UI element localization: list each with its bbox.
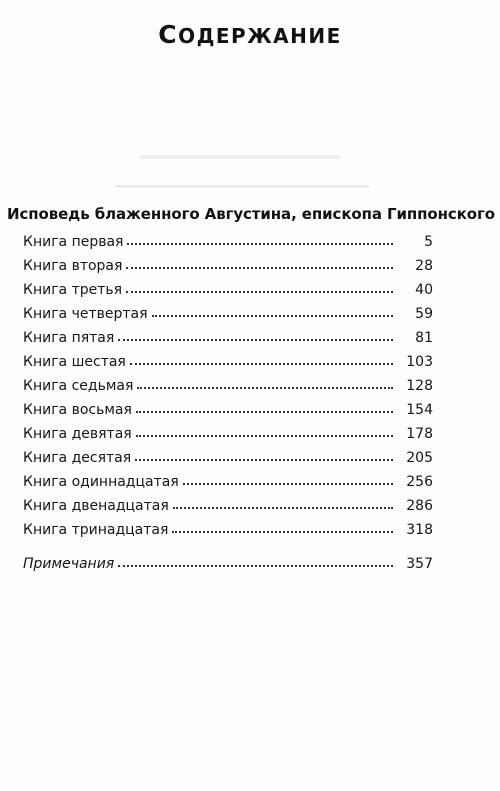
toc-entry[interactable] [23,348,433,370]
toc-entry[interactable] [23,252,433,274]
toc-entry[interactable] [23,492,433,514]
toc-entry-label: Книга одиннадцатая [23,474,179,490]
dot-leader [183,483,393,485]
dot-leader [137,387,393,389]
faint-show-through-line [140,155,340,159]
toc-entry-page: 178 [406,426,433,442]
toc-entry-page: 128 [406,378,433,394]
toc-entry[interactable] [23,300,433,322]
dot-leader [126,267,393,269]
toc-entry[interactable] [23,444,433,466]
dot-leader [173,507,393,509]
dot-leader [118,339,393,341]
toc-entry-page: 5 [424,234,433,250]
dot-leader [126,291,393,293]
section-heading: Исповедь блаженного Августина, епископа Гиппонского [7,205,495,223]
toc-entry-label: Книга третья [23,282,123,298]
toc-entry-label: Книга седьмая [23,378,134,394]
toc-entry-page: 59 [415,306,433,322]
toc-entry-page: 318 [406,522,433,538]
toc-entry[interactable] [23,324,433,346]
page-title-initial: С [158,20,179,49]
toc-entry[interactable] [23,516,433,538]
dot-leader [118,565,393,567]
toc-entry-page: 256 [406,474,433,490]
toc-entry[interactable] [23,468,433,490]
toc-entry-label: Книга четвертая [23,306,148,322]
toc-entry-page: 81 [415,330,433,346]
toc-entry-label: Книга десятая [23,450,132,466]
dot-leader [135,459,393,461]
toc-entry[interactable] [23,396,433,418]
toc-entry-label: Книга двенадцатая [23,498,169,514]
toc-entry-label: Примечания [23,556,115,572]
toc-entry[interactable] [23,228,433,250]
toc-entry-label: Книга первая [23,234,124,250]
toc-entry-label: Книга шестая [23,354,126,370]
dot-leader [130,363,393,365]
toc-entry-page: 357 [406,556,433,572]
toc-entry-label: Книга пятая [23,330,115,346]
toc-entry-page: 286 [406,498,433,514]
toc-entry-page: 103 [406,354,433,370]
toc-entry-page: 205 [406,450,433,466]
page-title-rest: ОДЕРЖАНИЕ [178,24,342,48]
page-title [0,20,500,49]
toc-entry-label: Книга восьмая [23,402,132,418]
toc-entry[interactable] [23,276,433,298]
toc-entry-notes[interactable] [23,550,433,572]
dot-leader [136,435,393,437]
dot-leader [127,243,393,245]
toc-entry-label: Книга девятая [23,426,132,442]
toc-entry-page: 154 [406,402,433,418]
dot-leader [136,411,393,413]
toc-entry-label: Книга тринадцатая [23,522,169,538]
toc-entry-page: 40 [415,282,433,298]
toc-entry-page: 28 [415,258,433,274]
dot-leader [172,531,393,533]
toc-entry[interactable] [23,372,433,394]
toc-entry[interactable] [23,420,433,442]
toc-entry-label: Книга вторая [23,258,123,274]
faint-show-through-line [115,185,370,188]
dot-leader [152,315,393,317]
